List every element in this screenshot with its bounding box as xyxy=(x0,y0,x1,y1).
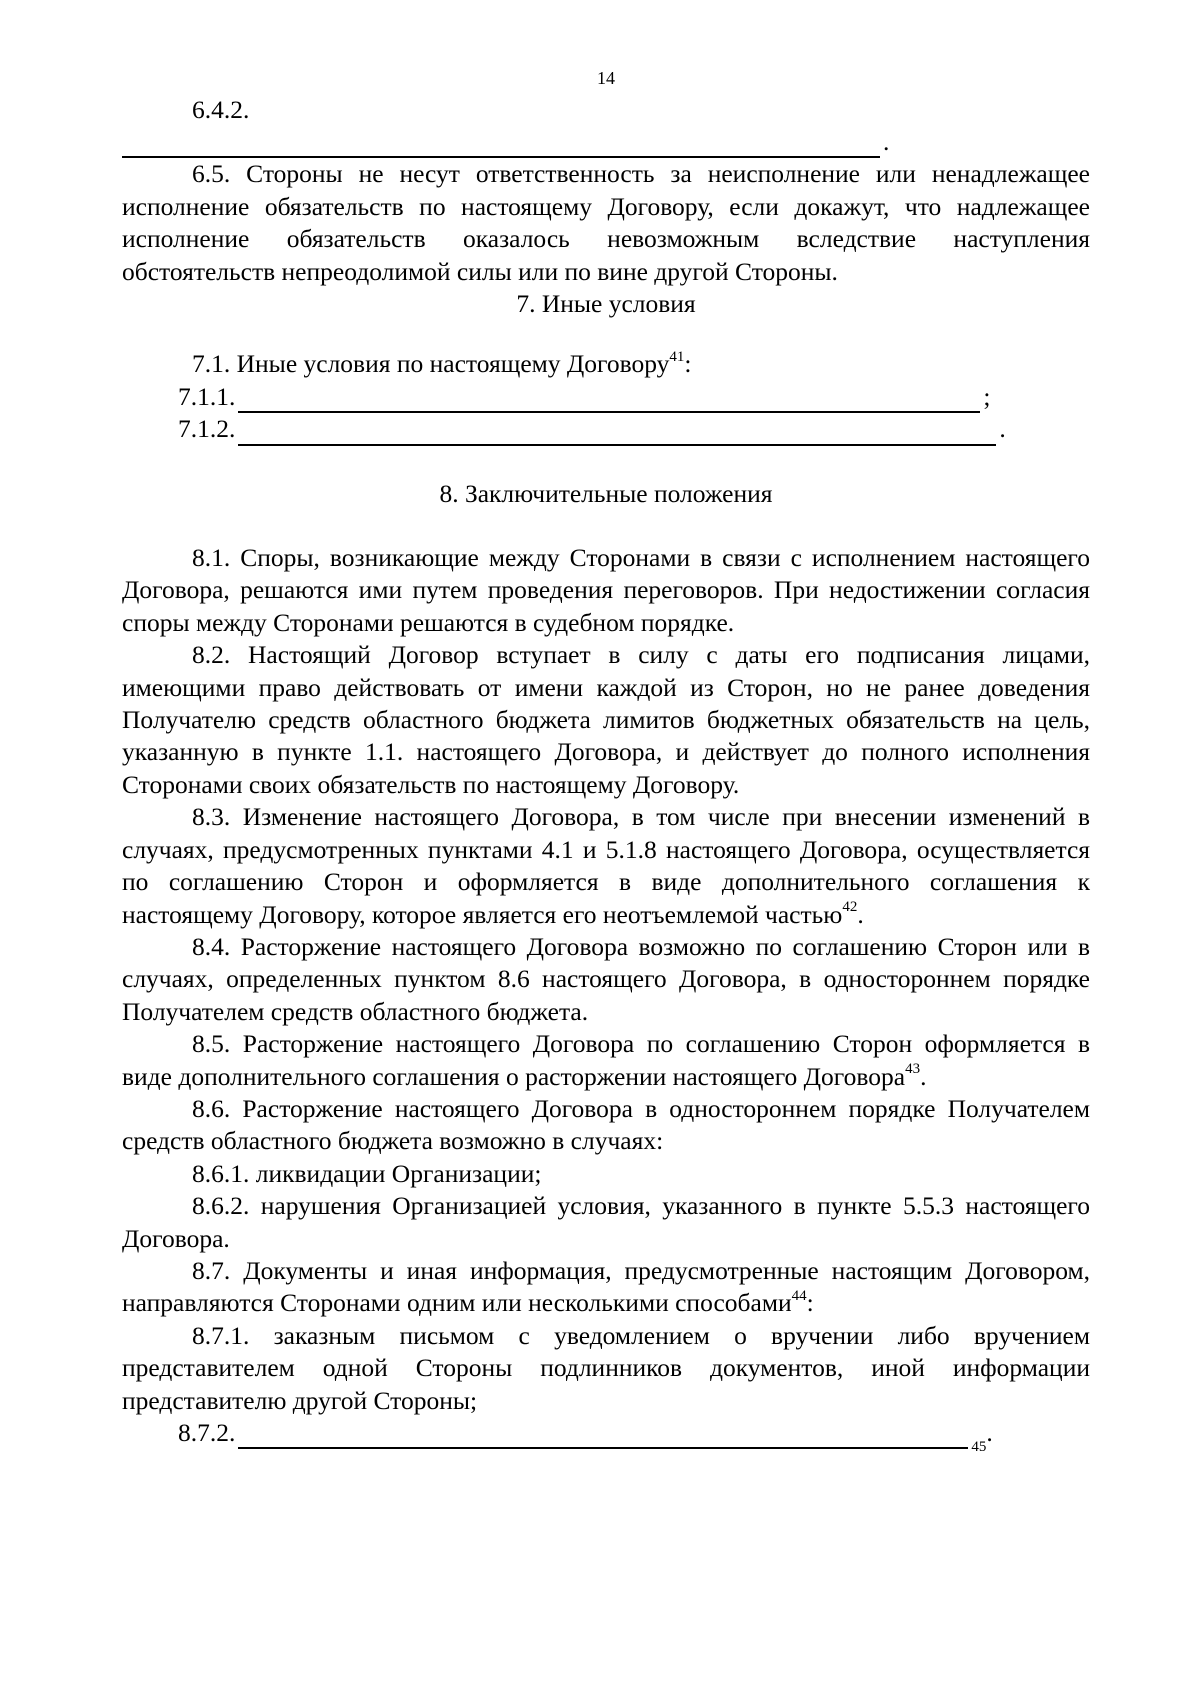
paragraph-8-5-text: 8.5. Расторжение настоящего Договора по соглашению Сторон оформляется в виде дополнительного соглашения о расторжении настоящего Договора xyxy=(122,1029,1090,1091)
paragraph-8-7-tail: : xyxy=(806,1288,814,1318)
footnote-ref-42: 42 xyxy=(842,899,858,915)
fill-in-line xyxy=(238,387,980,413)
paragraph-8-3-text: 8.3. Изменение настоящего Договора, в том числе при внесении изменений в случаях, предусмотренных пунктами 4.1 и 5.1.8 настоящего Договора, осуществляется по соглашению Сторон и оформляется в виде дополнительного соглашения к настоящему Договору, которое является его неотъемлемой частью xyxy=(122,802,1090,929)
footnote-ref-43: 43 xyxy=(905,1061,921,1078)
footnote-ref-41: 41 xyxy=(669,348,685,365)
fill-in-line xyxy=(122,132,880,158)
paragraph-8-5-tail: . xyxy=(920,1061,927,1091)
item-7-1-2-tail: . xyxy=(999,414,1006,444)
paragraph-8-7-text: 8.7. Документы и иная информация, предусмотренные настоящим Договором, направляются Сторонами одним или несколькими способами xyxy=(122,1255,1090,1318)
section-7-heading: 7. Иные условия xyxy=(516,289,696,319)
blank-tail-punct: . xyxy=(883,127,890,156)
blank-line-6-4-2 xyxy=(122,126,1090,158)
paragraph-8-6-2: 8.6.2. нарушения Организацией условия, указанного в пункте 5.5.3 настоящего Договора. xyxy=(122,1191,1090,1253)
paragraph-6-5: 6.5. Стороны не несут ответственность за неисполнение или ненадлежащее исполнение обязательств по настоящему Договору, если докажут, что надлежащее исполнение обязательств оказалось невозможным вследствие наступления обстоятельств непреодолимой силы или по вине другой Стороны. xyxy=(122,159,1090,286)
item-8-7-2-label: 8.7.2. xyxy=(178,1417,236,1447)
item-7-1-2-row xyxy=(122,413,1090,445)
item-7-1-2-label: 7.1.2. xyxy=(178,414,236,444)
page-number: 14 xyxy=(597,68,615,88)
paragraph-8-4: 8.4. Расторжение настоящего Договора возможно по соглашению Сторон или в случаях, определенных пунктом 8.6 настоящего Договора, в одностороннем порядке Получателем средств областного бюджета. xyxy=(122,931,1090,1026)
paragraph-8-1: 8.1. Споры, возникающие между Сторонами в связи с исполнением настоящего Договора, решаются ими путем проведения переговоров. При недостижении согласия споры между Сторонами решаются в судебном порядке. xyxy=(122,543,1090,637)
fill-in-line xyxy=(238,420,996,446)
item-6-4-2-label: 6.4.2. xyxy=(192,95,250,124)
item-7-1-1-label: 7.1.1. xyxy=(178,381,236,411)
paragraph-7-1-tail: : xyxy=(684,349,692,379)
fill-in-line xyxy=(238,1423,968,1449)
paragraph-8-3-tail: . xyxy=(857,899,864,929)
paragraph-8-6: 8.6. Расторжение настоящего Договора в одностороннем порядке Получателем средств областного бюджета возможно в случаях: xyxy=(122,1093,1090,1156)
item-8-7-2-tail: . xyxy=(986,1417,993,1447)
paragraph-8-7-1: 8.7.1. заказным письмом с уведомлением о вручении либо вручением представителем одной Стороны подлинников документов, иной информации представителю другой Стороны; xyxy=(122,1320,1090,1415)
item-8-7-2-row: 8.7.2. $^{45}$ . xyxy=(178,1417,993,1456)
paragraph-8-2: 8.2. Настоящий Договор вступает в силу с даты его подписания лицами, имеющими право действовать от имени каждой из Сторон, но не ранее доведения Получателю средств областного бюджета лимитов бюджетных обязательств на цель, указанную в пункте 1.1. настоящего Договора, и действует до полного исполнения Сторонами своих обязательств по настоящему Договору. xyxy=(122,640,1090,799)
paragraph-8-7 xyxy=(122,1255,1090,1320)
paragraph-8-5 xyxy=(122,1028,1090,1093)
paragraph-7-1 xyxy=(122,348,1090,380)
paragraph-8-3 xyxy=(122,801,1090,931)
paragraph-7-1-text: 7.1. Иные условия по настоящему Договору xyxy=(192,349,670,379)
footnote-ref-44: 44 xyxy=(791,1287,807,1304)
item-7-1-1-row xyxy=(122,381,1090,413)
section-8-heading: 8. Заключительные положения xyxy=(439,478,773,508)
paragraph-8-6-1: 8.6.1. ликвидации Организации; xyxy=(192,1158,542,1188)
item-7-1-1-tail: ; xyxy=(983,381,991,411)
